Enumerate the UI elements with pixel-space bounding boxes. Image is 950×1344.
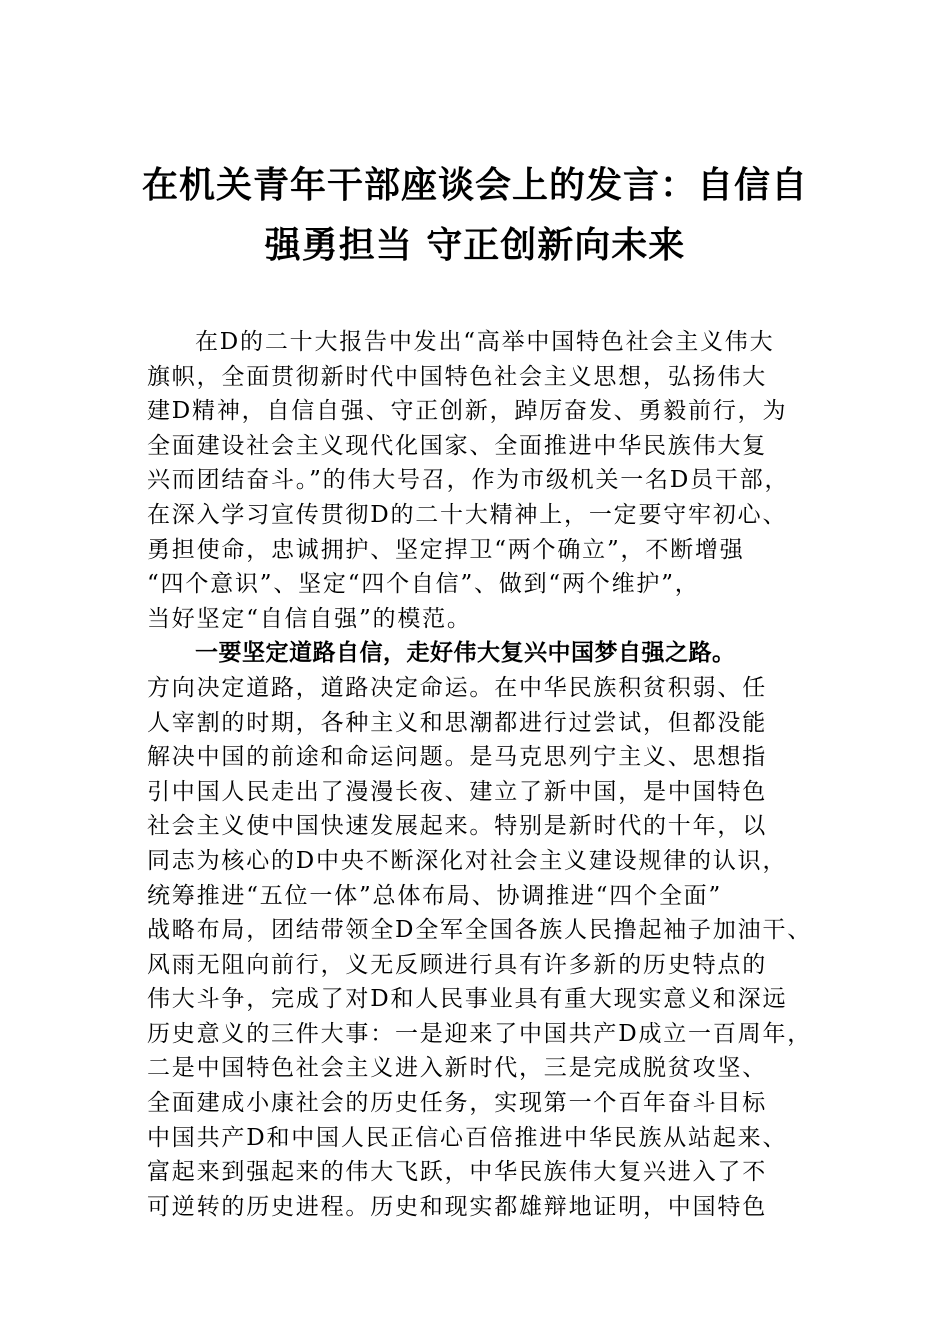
paragraph-line: 伟大斗争，完成了对D和人民事业具有重大现实意义和深远 xyxy=(147,986,788,1013)
section-heading: 一要坚定道路自信，走好伟大复兴中国梦自强之路。 xyxy=(195,640,736,667)
paragraph-line: 全面建设社会主义现代化国家、全面推进中华民族伟大复 xyxy=(147,432,767,459)
paragraph-line: 解决中国的前途和命运问题。是马克思列宁主义、思想指 xyxy=(147,744,767,771)
paragraph-line: 在D的二十大报告中发出“高举中国特色社会主义伟大 xyxy=(195,329,775,355)
paragraph-line: 社会主义使中国快速发展起来。特别是新时代的十年，以 xyxy=(147,813,767,840)
paragraph-line: 富起来到强起来的伟大飞跃，中华民族伟大复兴进入了不 xyxy=(147,1159,767,1186)
paragraph-line: 历史意义的三件大事：一是迎来了中国共产D成立一百周年， xyxy=(147,1020,813,1047)
paragraph-line: “四个意识”、坚定“四个自信”、做到“两个维护”， xyxy=(147,571,700,598)
paragraph-line: 人宰割的时期，各种主义和思潮都进行过尝试，但都没能 xyxy=(147,709,767,736)
paragraph-line: 同志为核心的D中央不断深化对社会主义建设规律的认识， xyxy=(147,847,788,874)
paragraph-line: 兴而团结奋斗。”的伟大号召，作为市级机关一名D员干部， xyxy=(147,467,790,494)
paragraph-line: 全面建成小康社会的历史任务，实现第一个百年奋斗目标 xyxy=(147,1090,767,1117)
paragraph-line: 战略布局，团结带领全D全军全国各族人民撸起袖子加油干、 xyxy=(147,917,813,944)
paragraph-line: 勇担使命，忠诚拥护、坚定捍卫“两个确立”，不断增强 xyxy=(147,536,745,563)
document-body xyxy=(147,325,827,1224)
paragraph-line: 二是中国特色社会主义进入新时代，三是完成脱贫攻坚、 xyxy=(147,1055,767,1082)
paragraph-line: 引中国人民走出了漫漫长夜、建立了新中国，是中国特色 xyxy=(147,778,767,805)
document-title-line-1: 在机关青年干部座谈会上的发言：自信自 xyxy=(141,165,808,206)
paragraph-line: 中国共产D和中国人民正信心百倍推进中华民族从站起来、 xyxy=(147,1124,788,1151)
paragraph-line: 风雨无阻向前行，义无反顾进行具有许多新的历史特点的 xyxy=(147,951,767,978)
document-title-line-2: 强勇担当 守正创新向未来 xyxy=(264,225,686,266)
paragraph-line: 在深入学习宣传贯彻D的二十大精神上，一定要守牢初心、 xyxy=(147,501,788,528)
paragraph-line: 可逆转的历史进程。历史和现实都雄辩地证明，中国特色 xyxy=(147,1193,767,1220)
paragraph-line: 方向决定道路，道路决定命运。在中华民族积贫积弱、任 xyxy=(147,674,767,701)
paragraph-line: 统筹推进“五位一体”总体布局、协调推进“四个全面” xyxy=(147,882,723,909)
paragraph-line: 当好坚定“自信自强”的模范。 xyxy=(147,605,472,632)
paragraph-line: 旗帜，全面贯彻新时代中国特色社会主义思想，弘扬伟大 xyxy=(147,363,767,390)
paragraph-line: 建D精神，自信自强、守正创新，踔厉奋发、勇毅前行，为 xyxy=(147,398,788,425)
